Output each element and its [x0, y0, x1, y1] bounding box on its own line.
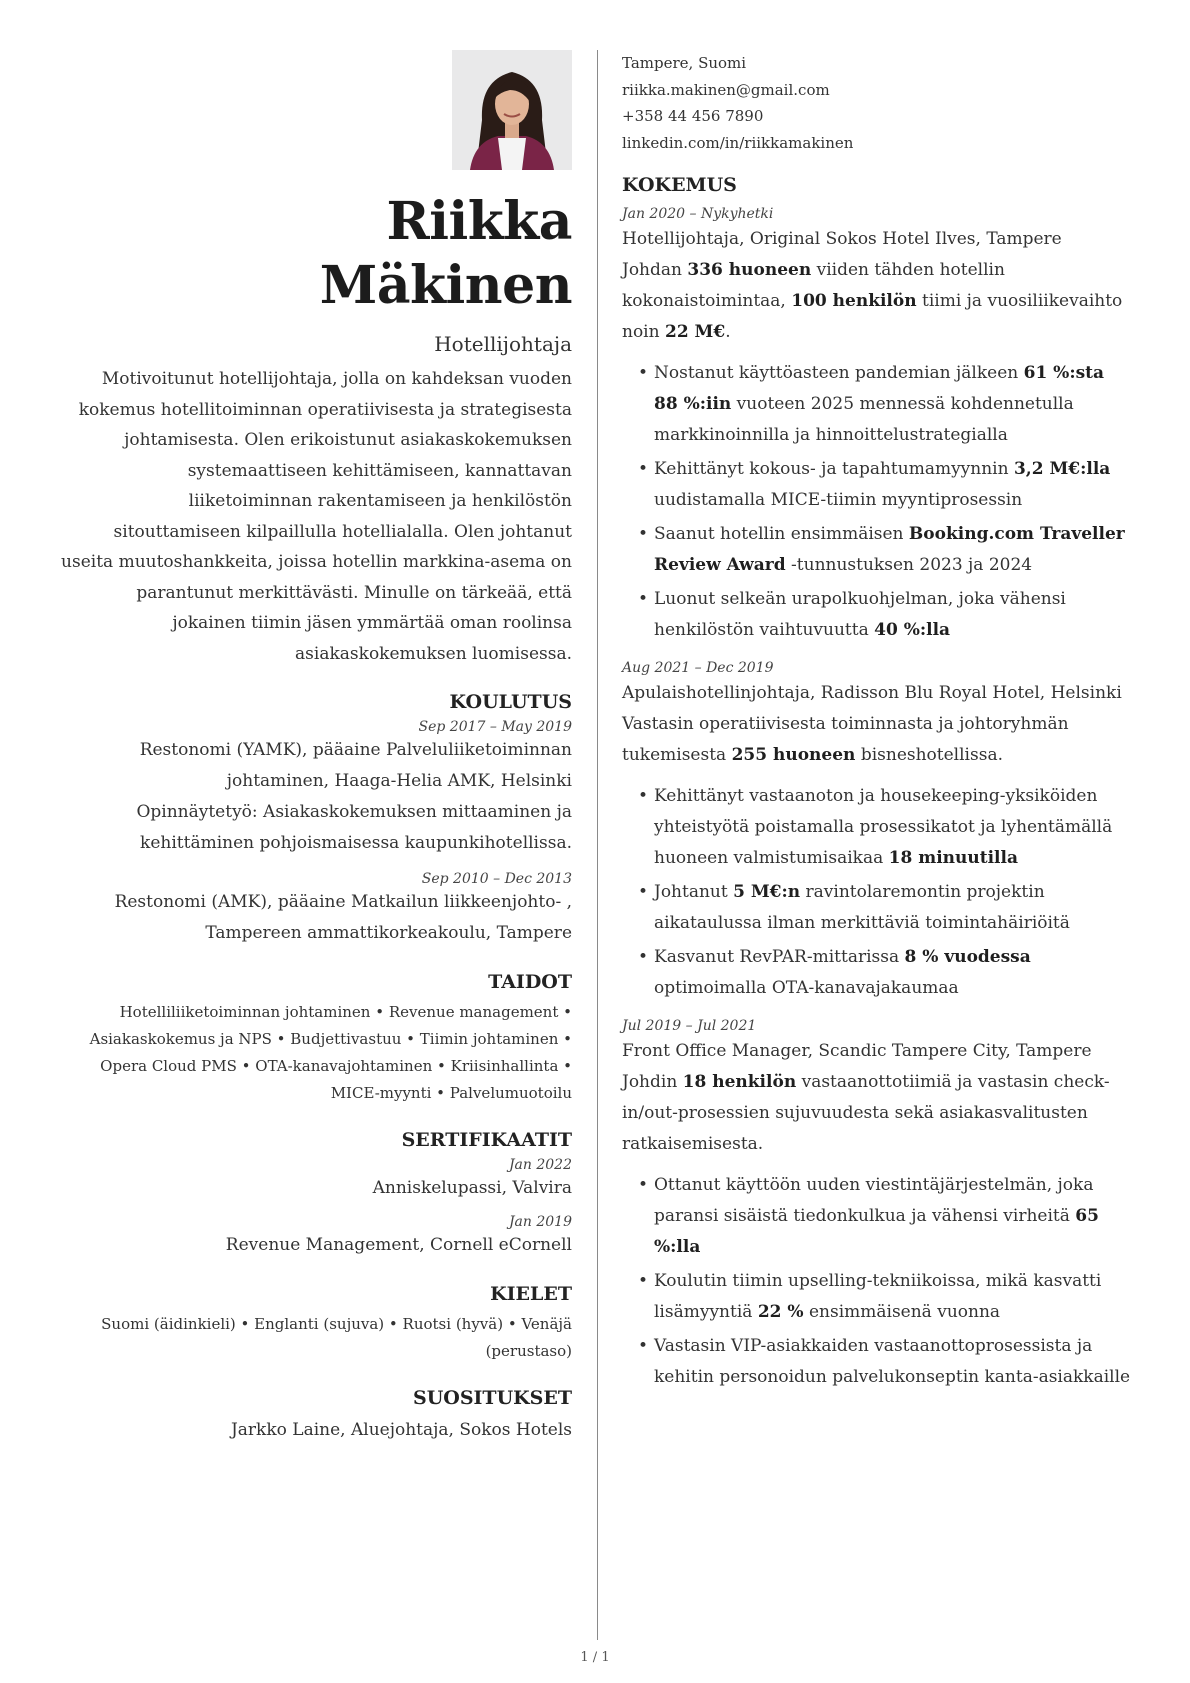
- column-divider: [597, 50, 598, 1640]
- right-column: [622, 50, 1132, 1399]
- languages-title: KIELET: [490, 1283, 572, 1305]
- achievement-item: • Johtanut 5 M€:n ravintolaremontin projektin aikataulussa ilman merkittäviä toimintahäiriöitä: [638, 877, 1132, 939]
- job-description: Vastasin operatiivisesta toiminnasta ja johtoryhmän tukemisesta 255 huoneen bisneshotellissa.: [622, 714, 1069, 765]
- job-description: Johdan 336 huoneen viiden tähden hotellin kokonaistoimintaa, 100 henkilön tiimi ja vuosiliikevaihto noin 22 M€.: [622, 260, 1123, 342]
- highlight-text: 22 M€: [664, 322, 726, 342]
- achievement-item: • Luonut selkeän urapolkuohjelman, joka vähensi henkilöstön vaihtuvuutta 40 %:lla: [638, 584, 1132, 646]
- education-item: [60, 719, 572, 859]
- education-note: Opinnäytetyö: Asiakaskokemuksen mittaaminen ja kehittäminen pohjoismaisessa kaupunkihotellissa.: [136, 802, 572, 853]
- job-date: Jul 2019 – Jul 2021: [622, 1018, 757, 1034]
- highlight-text: Booking.com Traveller Review Award: [654, 524, 1125, 575]
- last-name: Mäkinen: [319, 255, 572, 316]
- highlight-text: 3,2 M€:lla: [1013, 459, 1111, 479]
- achievement-item: • Koulutin tiimin upselling-tekniikoissa, mikä kasvatti lisämyyntiä 22 % ensimmäisenä vuonna: [638, 1266, 1132, 1328]
- profile-photo: [452, 50, 572, 170]
- highlight-text: 255 huoneen: [731, 745, 856, 765]
- education-title: KOULUTUS: [449, 691, 572, 713]
- certificate-item: [60, 1214, 572, 1261]
- job-entry: [622, 660, 1132, 1004]
- highlight-text: 65 %:lla: [654, 1206, 1099, 1257]
- achievement-item: • Saanut hotellin ensimmäisen Booking.com Traveller Review Award -tunnustuksen 2023 ja 2024: [638, 519, 1132, 581]
- certificate-name: Anniskelupassi, Valvira: [372, 1178, 572, 1198]
- education-date: Sep 2010 – Dec 2013: [421, 871, 572, 887]
- achievement-item: • Nostanut käyttöasteen pandemian jälkeen 61 %:sta 88 %:iin vuoteen 2025 mennessä kohdennetulla markkinoinnilla ja hinnoittelustrategialla: [638, 358, 1132, 451]
- job-entry: [622, 206, 1132, 646]
- job-date: Aug 2021 – Dec 2019: [622, 660, 774, 676]
- job-achievements: [622, 781, 1132, 1004]
- certificate-date: Jan 2022: [508, 1157, 572, 1173]
- full-name: [60, 190, 572, 318]
- achievement-item: • Ottanut käyttöön uuden viestintäjärjestelmän, joka paransi sisäistä tiedonkulkua ja vähensi virheitä 65 %:lla: [638, 1170, 1132, 1263]
- job-achievements: [622, 358, 1132, 646]
- job-date: Jan 2020 – Nykyhetki: [622, 206, 774, 222]
- skills-title: TAIDOT: [488, 971, 572, 993]
- achievement-item: • Kehittänyt vastaanoton ja housekeeping-yksiköiden yhteistyötä poistamalla prosessikatot ja lyhentämällä huoneen valmistumisaikaa 18 minuutilla: [638, 781, 1132, 874]
- achievement-item: • Kehittänyt kokous- ja tapahtumamyynnin 3,2 M€:lla uudistamalla MICE-tiimin myyntiprosessin: [638, 454, 1132, 516]
- highlight-text: 8 % vuodessa: [904, 947, 1031, 967]
- highlight-text: 22 %: [757, 1302, 804, 1322]
- achievement-item: • Kasvanut RevPAR-mittarissa 8 % vuodessa optimoimalla OTA-kanavajakaumaa: [638, 942, 1132, 1004]
- education-degree: Restonomi (AMK), pääaine Matkailun liikkeenjohto- , Tampereen ammattikorkeakoulu, Tampere: [114, 892, 572, 943]
- experience-title: KOKEMUS: [622, 174, 737, 196]
- contact-location: Tampere, Suomi: [622, 54, 747, 72]
- highlight-text: 40 %:lla: [874, 620, 951, 640]
- left-column: [60, 50, 572, 1446]
- job-headline: Hotellijohtaja: [434, 332, 572, 356]
- education-item: [60, 871, 572, 949]
- contact-linkedin[interactable]: linkedin.com/in/riikkamakinen: [622, 133, 854, 152]
- certificates-title: SERTIFIKAATIT: [401, 1129, 572, 1151]
- first-name: Riikka: [386, 191, 572, 252]
- job-role: Apulaishotellinjohtaja, Radisson Blu Royal Hotel, Helsinki: [622, 683, 1122, 703]
- highlight-text: 61 %:sta 88 %:iin: [654, 363, 1105, 414]
- profile-photo-icon: [452, 50, 572, 170]
- highlight-text: 18 henkilön: [682, 1072, 797, 1092]
- highlight-text: 5 M€:n: [733, 882, 801, 902]
- achievement-item: • Vastasin VIP-asiakkaiden vastaanottoprosessista ja kehitin personoidun palvelukonseptin kanta-asiakkaille: [638, 1331, 1132, 1393]
- job-entry: [622, 1018, 1132, 1393]
- job-role: Hotellijohtaja, Original Sokos Hotel Ilves, Tampere: [622, 229, 1062, 249]
- certificate-name: Revenue Management, Cornell eCornell: [225, 1235, 572, 1255]
- contact-email[interactable]: riikka.makinen@gmail.com: [622, 80, 830, 99]
- job-description: Johdin 18 henkilön vastaanottotiimiä ja vastasin check-in/out-prosessien sujuvuudesta sekä asiakasvalitusten ratkaisemisesta.: [622, 1072, 1110, 1154]
- certificate-date: Jan 2019: [508, 1214, 572, 1230]
- profile-summary: Motivoitunut hotellijohtaja, jolla on kahdeksan vuoden kokemus hotellitoiminnan operatiivisesta ja strategisesta johtamisesta. Olen erikoistunut asiakaskokemuksen systemaattiseen kehittämiseen, kannattavan liiketoiminnan rakentamiseen ja henkilöstön sitouttamiseen kilpaillulla hotellialalla. Olen johtanut useita muutoshankkeita, joissa hotellin markkina-asema on parantunut merkittävästi. Minulle on tärkeää, että jokainen tiimin jäsen ymmärtää oman roolinsa asiakaskokemuksen luomisessa.: [61, 369, 572, 664]
- page-number: 1 / 1: [580, 1650, 610, 1665]
- references-text: Jarkko Laine, Aluejohtaja, Sokos Hotels: [230, 1420, 572, 1440]
- highlight-text: 336 huoneen: [687, 260, 812, 280]
- job-role: Front Office Manager, Scandic Tampere City, Tampere: [622, 1041, 1092, 1061]
- contact-phone[interactable]: +358 44 456 7890: [622, 107, 764, 125]
- job-achievements: [622, 1170, 1132, 1393]
- languages-list: Suomi (äidinkieli) • Englanti (sujuva) • Ruotsi (hyvä) • Venäjä (perustaso): [101, 1315, 572, 1360]
- education-degree: Restonomi (YAMK), pääaine Palveluliiketoiminnan johtaminen, Haaga-Helia AMK, Helsinki: [139, 740, 572, 791]
- references-title: SUOSITUKSET: [412, 1387, 572, 1409]
- certificate-item: [60, 1157, 572, 1204]
- skills-list: Hotelliliiketoiminnan johtaminen • Revenue management • Asiakaskokemus ja NPS • Budjettivastuu • Tiimin johtaminen • Opera Cloud PMS • OTA-kanavajohtaminen • Kriisinhallinta • MICE-myynti • Palvelumuotoilu: [89, 1003, 572, 1102]
- highlight-text: 100 henkilön: [791, 291, 917, 311]
- education-date: Sep 2017 – May 2019: [418, 719, 572, 735]
- highlight-text: 18 minuutilla: [888, 848, 1018, 868]
- experience-list: [622, 206, 1132, 1393]
